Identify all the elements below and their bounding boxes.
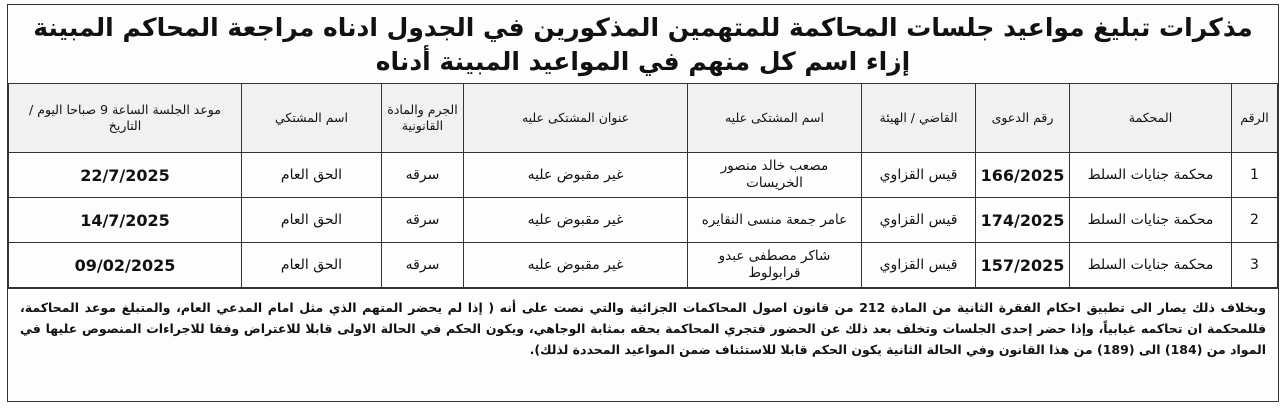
legal-note: وبخلاف ذلك يصار الى تطبيق احكام الفقرة الثانية من المادة 212 من قانون اصول المحاكمات الجزائية والتي نصت على أنه ( إذا لم يحضر المتهم الذي مثل امام المدعي العام، والمتبلغ موعد المحاكمة، فللمحكمة ان تحاكمه غيابياً، وإذا حضر إحدى الجلسات وتخلف بعد ذلك عن الحضور فتجري المحاكمة بحقه بمثابة الوجاهي، ويكون الحكم في الحالة الاولى قابلا للاعتراض وفقا للاجراءات المنصوص عليها في المواد من (184) الى (189) من هذا القانون وفي الحالة الثانية يكون الحكم قابلا للاستئناف ضمن المواعيد المحددة لذلك). — [8, 288, 1278, 380]
header-judge: القاضي / الهيئة — [862, 84, 976, 153]
cell-case-no: 166/2025 — [976, 153, 1070, 198]
cell-address: غير مقبوض عليه — [464, 243, 688, 288]
table-row — [9, 243, 1278, 288]
header-date: موعد الجلسة الساعة 9 صباحا اليوم / التاريخ — [9, 84, 242, 153]
cell-case-no: 174/2025 — [976, 198, 1070, 243]
table-row — [9, 153, 1278, 198]
header-crime: الجرم والمادة القانونية — [382, 84, 464, 153]
cell-date: 09/02/2025 — [9, 243, 242, 288]
hearings-table — [8, 83, 1278, 288]
cell-defendant: عامر جمعة منسى النقايره — [688, 198, 862, 243]
cell-crime: سرقه — [382, 243, 464, 288]
cell-defendant: مصعب خالد منصور الخريسات — [688, 153, 862, 198]
cell-num: 3 — [1232, 243, 1278, 288]
cell-num: 2 — [1232, 198, 1278, 243]
cell-complainant: الحق العام — [242, 153, 382, 198]
notice-document — [7, 4, 1279, 402]
cell-judge: قيس القزاوي — [862, 198, 976, 243]
cell-date: 14/7/2025 — [9, 198, 242, 243]
cell-address: غير مقبوض عليه — [464, 153, 688, 198]
cell-judge: قيس القزاوي — [862, 153, 976, 198]
cell-num: 1 — [1232, 153, 1278, 198]
table-header-row — [9, 84, 1278, 153]
cell-date: 22/7/2025 — [9, 153, 242, 198]
table-row — [9, 198, 1278, 243]
cell-crime: سرقه — [382, 153, 464, 198]
cell-complainant: الحق العام — [242, 198, 382, 243]
header-defendant: اسم المشتكى عليه — [688, 84, 862, 153]
cell-case-no: 157/2025 — [976, 243, 1070, 288]
header-complainant: اسم المشتكي — [242, 84, 382, 153]
document-title: مذكرات تبليغ مواعيد جلسات المحاكمة للمتهمين المذكورين في الجدول ادناه مراجعة المحاكم المبينة إزاء اسم كل منهم في المواعيد المبينة أدناه — [33, 13, 1253, 76]
cell-defendant: شاكر مصطفى عبدو قرابولوط — [688, 243, 862, 288]
cell-court: محكمة جنايات السلط — [1070, 198, 1232, 243]
cell-address: غير مقبوض عليه — [464, 198, 688, 243]
cell-judge: قيس القزاوي — [862, 243, 976, 288]
header-address: عنوان المشتكى عليه — [464, 84, 688, 153]
cell-crime: سرقه — [382, 198, 464, 243]
cell-court: محكمة جنايات السلط — [1070, 243, 1232, 288]
header-court: المحكمة — [1070, 84, 1232, 153]
cell-court: محكمة جنايات السلط — [1070, 153, 1232, 198]
header-case-no: رقم الدعوى — [976, 84, 1070, 153]
cell-complainant: الحق العام — [242, 243, 382, 288]
header-num: الرقم — [1232, 84, 1278, 153]
